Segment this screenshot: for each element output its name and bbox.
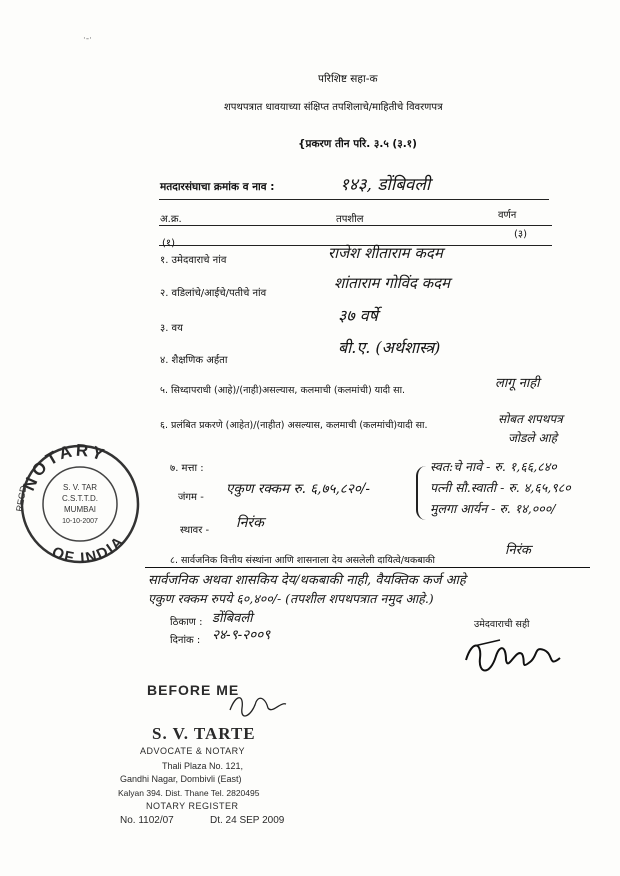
col-header-description: वर्णन <box>498 210 517 221</box>
constituency-value: १४३, डोंबिवली <box>340 175 431 195</box>
col-header-serial: अ.क्र. <box>160 214 182 225</box>
seal-line-2: C.S.T.T.D. <box>61 494 99 503</box>
notary-register: NOTARY REGISTER <box>146 801 239 811</box>
row-5-value: लागू नाही <box>495 376 540 391</box>
notary-name: S. V. TARTE <box>152 724 256 743</box>
row-3-label: ३. वय <box>160 323 183 334</box>
liabilities-line-2: एकुण रक्कम रुपये ६०,४००/- (तपशील शपथपत्रात नमुद आहे.) <box>148 591 434 606</box>
notary-before-me: BEFORE ME <box>147 682 240 698</box>
seal-line-4: 10-10-2007 <box>62 518 98 525</box>
col-number-3: (३) <box>514 229 528 240</box>
document-subtitle: शपथपत्रात धावयाच्या संक्षिप्त तपशिलाचे/माहितीचे विवरणपत्र <box>224 102 443 113</box>
notary-address-1: Thali Plaza No. 121, <box>162 761 244 771</box>
notary-signature <box>226 690 296 720</box>
seal-top-text: NOTARY <box>19 440 110 494</box>
date-value: २४-९-२००९ <box>212 627 271 643</box>
movable-item-son: मुलगा आर्यन - रु. १४,०००/ <box>430 501 556 516</box>
movable-item-spouse: पत्नी सौ.स्वाती - रु. ४,६५,९८० <box>430 480 571 495</box>
movable-brace <box>416 466 430 520</box>
corner-mark: ·-· <box>83 34 92 44</box>
col-number-1: (१) <box>162 238 176 249</box>
row-5-label: ५. सिध्दापराधी (आहे)/(नाही)असल्यास, कलमाची (कलमांची) यादी सा. <box>160 385 406 396</box>
row-4-label: ४. शैक्षणिक अर्हता <box>160 355 228 366</box>
table-header-rule-top <box>159 225 552 226</box>
movable-item-self: स्वत:चे नावे - रु. १,६६,८४० <box>430 459 557 474</box>
row-6-value-line2: जोडले आहे <box>508 431 558 445</box>
notary-reg-number: No. 1102/07 <box>120 815 174 826</box>
row-1-value: राजेश शीताराम कदम <box>328 244 443 262</box>
assets-label: ७. मत्ता : <box>170 463 204 474</box>
row-3-value: ३७ वर्षे <box>338 306 378 325</box>
liabilities-line-1: सार्वजनिक अथवा शासकिय देय/थकबाकी नाही, वैयक्तिक कर्ज आहे <box>148 573 466 588</box>
immovable-label: स्थावर - <box>180 525 210 536</box>
row-6-value-line1: सोबत शपथपत्र <box>498 412 563 426</box>
row-6-label: ६. प्रलंबित प्रकरणे (आहेत)/(नाहीत) असल्यास, कलमाची (कलमांची)यादी सा. <box>160 420 428 431</box>
row-2-label: २. वडिलांचे/आईचे/पतीचे नांव <box>160 288 267 299</box>
immovable-value: निरंक <box>236 515 264 531</box>
row-4-value: बी.ए. (अर्थशास्त्र) <box>338 338 441 357</box>
row-2-value: शांताराम गोविंद कदम <box>334 274 451 292</box>
date-label: दिनांक : <box>170 635 201 646</box>
place-label: ठिकाण : <box>170 617 203 628</box>
svg-text:OF INDIA <box>49 532 128 567</box>
movable-label: जंगम - <box>178 492 204 503</box>
constituency-underline <box>159 199 549 200</box>
seal-left-text: REGD. <box>14 482 29 513</box>
row-1-label: १. उमेदवाराचे नांव <box>160 255 227 266</box>
seal-bottom-text: OF INDIA <box>49 532 129 567</box>
seal-line-1: S. V. TAR <box>62 483 98 492</box>
signature-label: उमेदवाराची सही <box>474 619 530 630</box>
liabilities-inline-value: निरंक <box>505 543 531 558</box>
notary-seal <box>14 412 144 587</box>
col-header-details: तपशील <box>336 214 364 225</box>
candidate-signature <box>460 628 570 683</box>
constituency-label: मतदारसंघाचा क्रमांक व नाव : <box>160 181 275 193</box>
seal-line-3: MUMBAI <box>64 505 96 514</box>
notary-address-3: Kalyan 394. Dist. Thane Tel. 2820495 <box>118 788 260 798</box>
notary-title: ADVOCATE & NOTARY <box>140 746 246 756</box>
appendix-title: परिशिष्ट सहा-क <box>318 73 378 85</box>
notary-stamp-date: Dt. 24 SEP 2009 <box>210 815 285 826</box>
movable-total: एकुण रक्कम रु. ६,७५,८२०/- <box>226 481 370 497</box>
place-value: डोंबिवली <box>212 611 253 626</box>
chapter-reference: {प्रकरण तीन परि. ३.५ (३.१) <box>298 138 417 150</box>
liabilities-label: ८. सार्वजनिक वित्तीय संस्थांना आणि शासनाला देय असलेली दायित्वे/थकबाकी <box>170 555 435 566</box>
liabilities-underline <box>145 567 590 568</box>
notary-address-2: Gandhi Nagar, Dombivli (East) <box>120 774 242 784</box>
